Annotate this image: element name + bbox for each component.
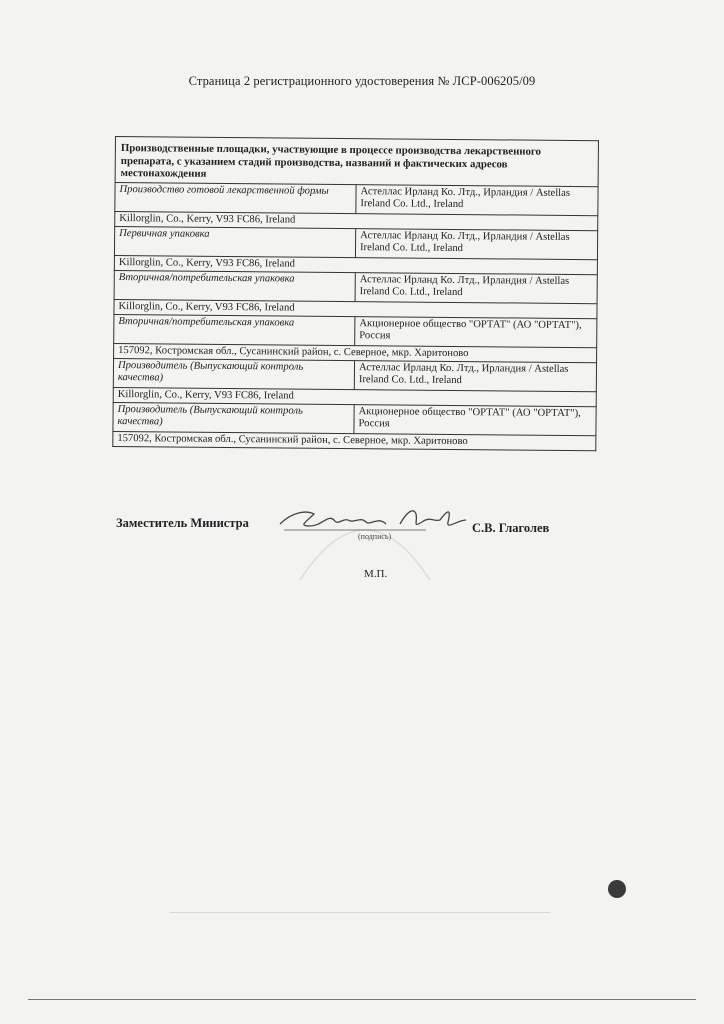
signature-block [116, 508, 596, 588]
table-row [113, 358, 596, 391]
site-address: Killorglin, Co., Kerry, V93 FC86, Ireland [113, 387, 596, 406]
table-row [114, 270, 597, 303]
production-stage: Производитель (Выпускающий контроль качества) [113, 358, 354, 389]
table-row [114, 314, 597, 347]
production-stage: Вторичная/потребительская упаковка [114, 270, 355, 301]
table-title-row [115, 137, 598, 187]
production-sites-table [112, 136, 599, 451]
company-name: Акционерное общество "ОРТАТ" (АО "ОРТАТ"), Россия [355, 316, 597, 347]
site-address: Killorglin, Co., Kerry, V93 FC86, Ireland [114, 299, 597, 318]
site-address: Killorglin, Co., Kerry, V93 FC86, Ireland [114, 255, 597, 274]
production-stage: Первичная упаковка [114, 226, 355, 257]
signer-name: С.В. Глаголев [472, 521, 550, 535]
stamp-place-label: М.П. [364, 568, 388, 580]
site-address: Killorglin, Co., Kerry, V93 FC86, Ireland [115, 211, 598, 230]
company-name: Астеллас Ирланд Ко. Лтд., Ирландия / Astellas Ireland Co. Ltd., Ireland [354, 360, 596, 391]
table-title: Производственные площадки, участвующие в процессе производства лекарственного препарата, с указанием стадий производства, названий и фактических адресов местонахождения [115, 137, 598, 187]
production-stage: Производитель (Выпускающий контроль качества) [113, 402, 354, 433]
hole-punch-mark [608, 880, 626, 898]
site-address: 157092, Костромская обл., Сусанинский район, с. Северное, мкр. Харитоново [113, 431, 596, 450]
company-name: Акционерное общество "ОРТАТ" (АО "ОРТАТ"), Россия [354, 404, 596, 435]
site-address: 157092, Костромская обл., Сусанинский район, с. Северное, мкр. Харитоново [114, 343, 597, 362]
page-header: Страница 2 регистрационного удостоверения № ЛСР-006205/09 [188, 74, 536, 88]
production-stage: Вторичная/потребительская упаковка [114, 314, 355, 345]
table-row [113, 431, 596, 450]
production-stage: Производство готовой лекарственной формы [115, 182, 356, 213]
table-row [114, 226, 597, 259]
table-row [113, 402, 596, 435]
signer-position: Заместитель Министра [116, 516, 249, 530]
company-name: Астеллас Ирланд Ко. Лтд., Ирландия / Astellas Ireland Co. Ltd., Ireland [355, 228, 597, 259]
company-name: Астеллас Ирланд Ко. Лтд., Ирландия / Astellas Ireland Co. Ltd., Ireland [356, 184, 598, 215]
company-name: Астеллас Ирланд Ко. Лтд., Ирландия / Astellas Ireland Co. Ltd., Ireland [355, 272, 597, 303]
signature-caption: (подпись) [358, 532, 392, 541]
scan-artifact-line [170, 912, 550, 913]
table-row [115, 182, 598, 215]
page-bottom-edge [28, 999, 696, 1000]
